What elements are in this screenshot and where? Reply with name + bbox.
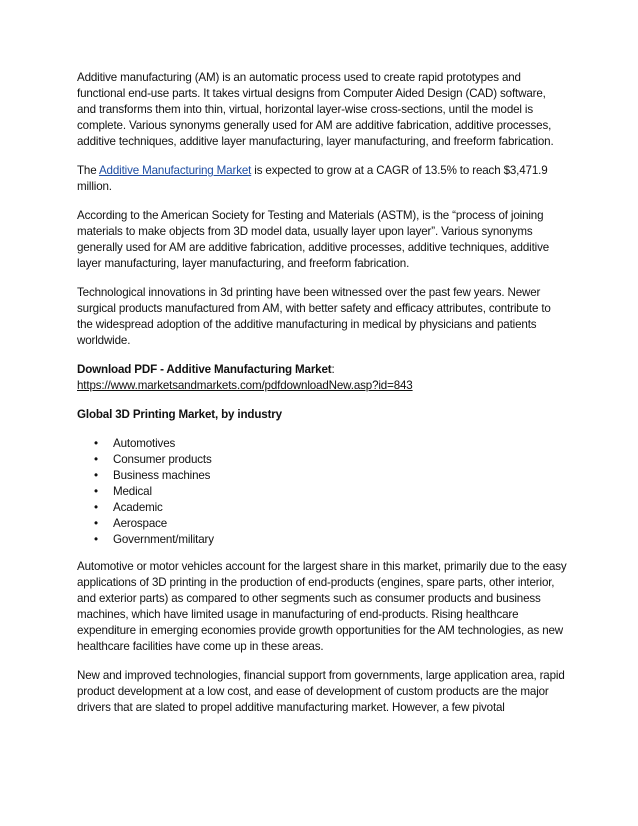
download-pdf-label: Download PDF - Additive Manufacturing Market: [77, 363, 332, 376]
download-pdf-colon: :: [331, 363, 335, 376]
list-item: [77, 452, 567, 468]
bullet-icon: •: [94, 517, 98, 530]
bullet-icon: •: [94, 453, 98, 466]
list-item-label: Medical: [113, 485, 152, 498]
list-item-label: Business machines: [113, 469, 211, 482]
intro-paragraph: Additive manufacturing (AM) is an automatic process used to create rapid prototypes and functional end-use parts. It takes virtual designs from Computer Aided Design (CAD) software, and transforms them into thin, virtual, horizontal layer-wise cross-sections, until the model is complete. Various synonyms generally used for AM are additive fabrication, additive processes, additive techniques, additive layer manufacturing, layer manufacturing, and freeform fabrication.: [77, 71, 554, 148]
bullet-icon: •: [94, 485, 98, 498]
market-growth-prefix: The: [77, 164, 99, 177]
list-item: [77, 516, 567, 532]
list-item-label: Government/military: [113, 533, 214, 546]
industry-list: [77, 436, 567, 548]
innovations-paragraph: Technological innovations in 3d printing have been witnessed over the past few years. Newer surgical products manufactured from AM, with better safety and efficacy attributes, contribute to the widespread adoption of the additive manufacturing in medical by physicians and patients worldwide.: [77, 286, 551, 347]
bullet-icon: •: [94, 437, 98, 450]
additive-manufacturing-market-link[interactable]: Additive Manufacturing Market: [98, 164, 252, 177]
list-item: [77, 484, 567, 500]
automotive-share-paragraph: Automotive or motor vehicles account for the largest share in this market, primarily due to the easy applications of 3D printing in the production of end-products (engines, spare parts, other interior, and exterior parts) as compared to other segments such as consumer products and business machines, which have limited usage in manufacturing of end-products. Rising healthcare expenditure in emerging economies provide growth opportunities for the AM technologies, as new healthcare facilities have come up in these areas.: [77, 560, 567, 653]
market-drivers-paragraph: New and improved technologies, financial support from governments, large application area, rapid product development at a low cost, and ease of development of custom products are the major drivers that are slated to propel additive manufacturing market. However, a few pivotal: [77, 669, 565, 714]
list-item: [77, 500, 567, 516]
market-growth-suffix: is expected to grow at a CAGR of 13.5% to reach $3,471.9 million.: [77, 164, 548, 193]
document-page: [77, 70, 567, 729]
bullet-icon: •: [94, 533, 98, 546]
download-pdf-link[interactable]: https://www.marketsandmarkets.com/pdfdownloadNew.asp?id=843: [77, 379, 413, 392]
list-item-label: Automotives: [113, 437, 176, 450]
list-item: [77, 532, 567, 548]
industry-list-heading: Global 3D Printing Market, by industry: [77, 408, 282, 421]
list-item: [77, 468, 567, 484]
list-item: [77, 436, 567, 452]
bullet-icon: •: [94, 501, 98, 514]
list-item-label: Academic: [113, 501, 163, 514]
list-item-label: Aerospace: [113, 517, 168, 530]
bullet-icon: •: [94, 469, 98, 482]
astm-definition-paragraph: According to the American Society for Testing and Materials (ASTM), is the “process of joining materials to make objects from 3D model data, usually layer upon layer”. Various synonyms generally used for AM are additive fabrication, additive processes, additive techniques, additive layer manufacturing, layer manufacturing, and freeform fabrication.: [77, 209, 550, 270]
market-growth-paragraph: [77, 163, 567, 195]
list-item-label: Consumer products: [113, 453, 212, 466]
download-pdf-block: [77, 362, 567, 394]
